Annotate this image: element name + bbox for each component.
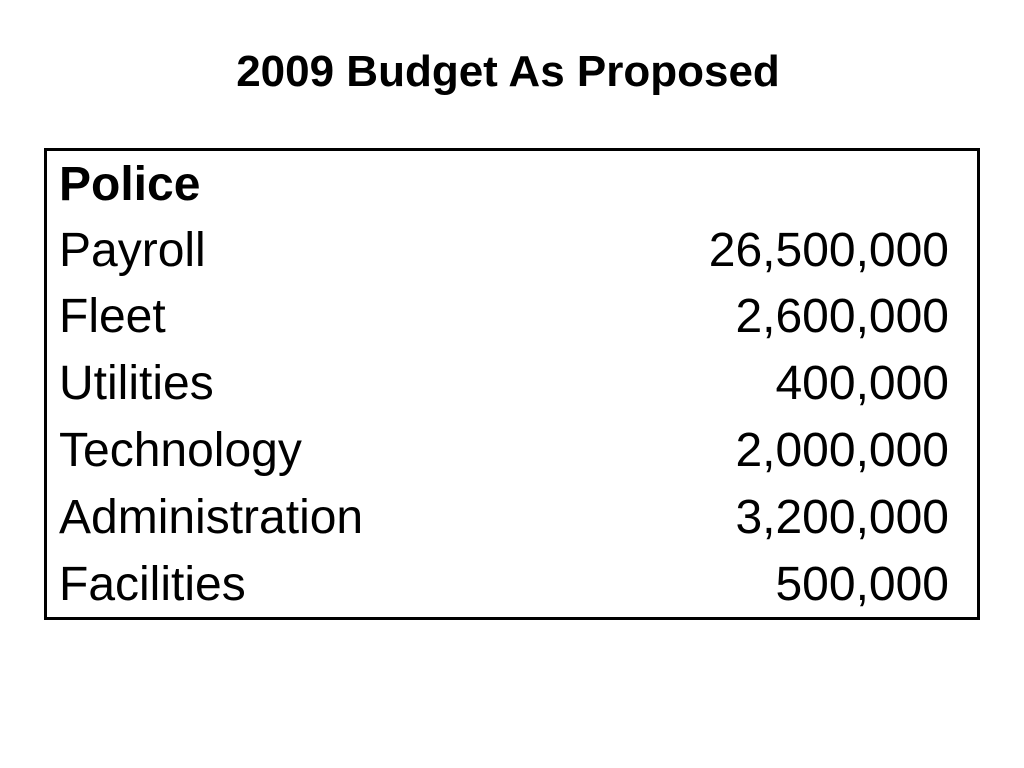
budget-row-label: Utilities	[59, 357, 214, 410]
budget-row-value: 2,600,000	[735, 290, 949, 343]
budget-row-utilities	[59, 353, 949, 415]
budget-row-value: 500,000	[775, 558, 949, 611]
budget-row-facilities	[59, 554, 949, 616]
budget-row-label: Fleet	[59, 290, 166, 343]
budget-row-technology	[59, 420, 949, 482]
budget-row-label: Technology	[59, 424, 302, 477]
budget-row-label: Facilities	[59, 558, 246, 611]
budget-row-payroll	[59, 220, 949, 282]
budget-table	[44, 148, 980, 620]
budget-row-fleet	[59, 286, 949, 348]
page-title: 2009 Budget As Proposed	[236, 47, 780, 96]
section-header-row	[59, 154, 949, 216]
budget-row-administration	[59, 487, 949, 549]
budget-row-label: Payroll	[59, 224, 206, 277]
section-header: Police	[59, 158, 201, 211]
budget-row-value: 400,000	[775, 357, 949, 410]
budget-row-label: Administration	[59, 491, 364, 544]
budget-row-value: 26,500,000	[708, 224, 949, 277]
budget-row-value: 2,000,000	[735, 424, 949, 477]
budget-row-value: 3,200,000	[735, 491, 949, 544]
